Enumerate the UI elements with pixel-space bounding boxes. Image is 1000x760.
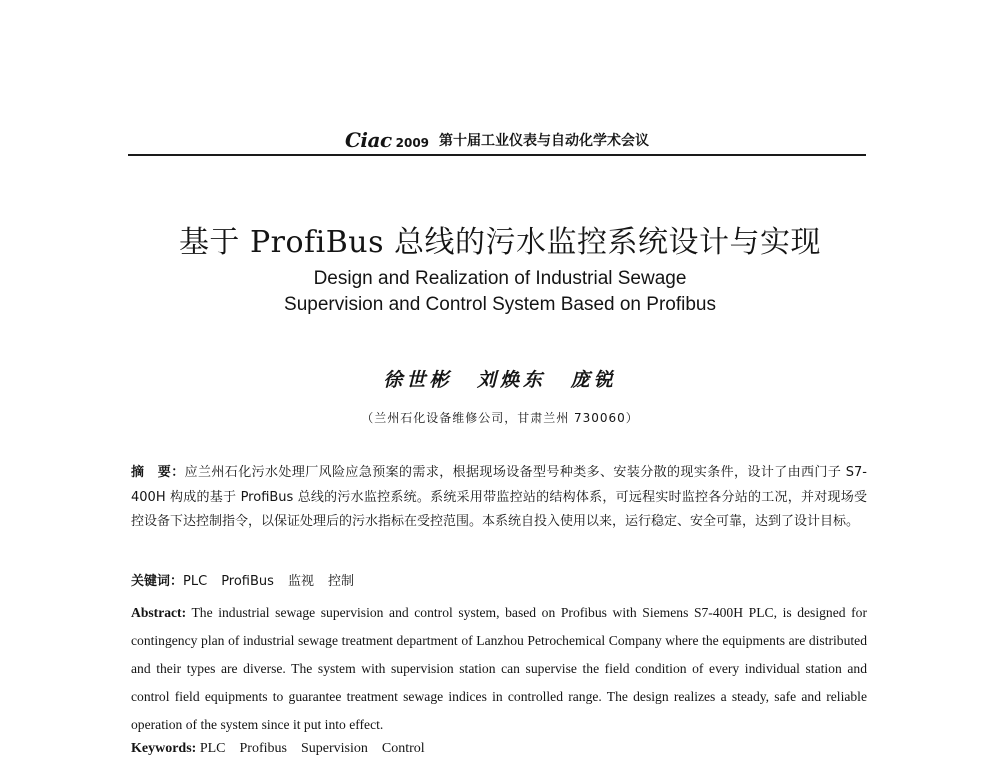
author-name: 刘焕东 (476, 369, 546, 391)
keywords-chinese-label: 关键词： (131, 574, 184, 589)
author-name: 庞锐 (570, 369, 617, 391)
abstract-chinese-label: 摘 要： (131, 465, 185, 480)
abstract-chinese (131, 461, 867, 535)
abstract-english-label: Abstract: (131, 605, 187, 620)
conference-name: 第十届工业仪表与自动化学术会议 (439, 133, 650, 149)
affiliation: （兰州石化设备维修公司，甘肃兰州 730060） (361, 411, 639, 425)
keywords-english (131, 739, 867, 759)
abstract-chinese-text: 应兰州石化污水处理厂风险应急预案的需求，根据现场设备型号种类多、安装分散的现实条件，设计了由西门子 S7-400H 构成的基于 ProfiBus 总线的污水监控系统。系统采用带监控站的结构体系，可远程实时监控各分站的工况，并对现场受控设备下达控制指令，以保证处理后的污水指标在受控范围。本系统自投入使用以来，运行稳定、安全可靠，达到了设计目标。 (131, 465, 867, 529)
keyword: Control (381, 741, 425, 756)
keyword: Supervision (300, 741, 368, 756)
abstract-english-text: The industrial sewage supervision and control system, based on Profibus with Siemens S7-400H PLC, is designed for contingency plan of industrial sewage treatment department of Lanzhou Petrochemical Company where the equipments are distributed and their types are diverse. The system with supervision station can supervise the field condition of every individual station and control field equipments to guarantee treatment sewage indices in controlled range. The design realizes a steady, safe and reliable operation of the system since it put into effect. (131, 605, 868, 732)
conference-year: 2009 (395, 136, 430, 150)
keyword: PLC (183, 574, 208, 589)
keyword: 监视 (287, 574, 314, 589)
author-list (0, 365, 1000, 392)
author-name: 徐世彬 (383, 369, 453, 391)
keyword: 控制 (327, 574, 354, 589)
keyword: Profibus (239, 741, 287, 756)
conference-logo: Ciac (344, 128, 392, 152)
title-english-line-2: Supervision and Control System Based on Profibus (284, 294, 716, 315)
keyword: ProfiBus (221, 574, 274, 589)
title-english-line-1: Design and Realization of Industrial Sewage (313, 268, 687, 289)
keyword: PLC (199, 741, 226, 756)
title-english (0, 266, 1000, 318)
abstract-english (131, 599, 867, 739)
conference-header (128, 122, 866, 156)
keywords-english-label: Keywords: (131, 741, 197, 756)
keywords-chinese (131, 570, 867, 594)
title-chinese: 基于 ProfiBus 总线的污水监控系统设计与实现 (178, 225, 822, 260)
